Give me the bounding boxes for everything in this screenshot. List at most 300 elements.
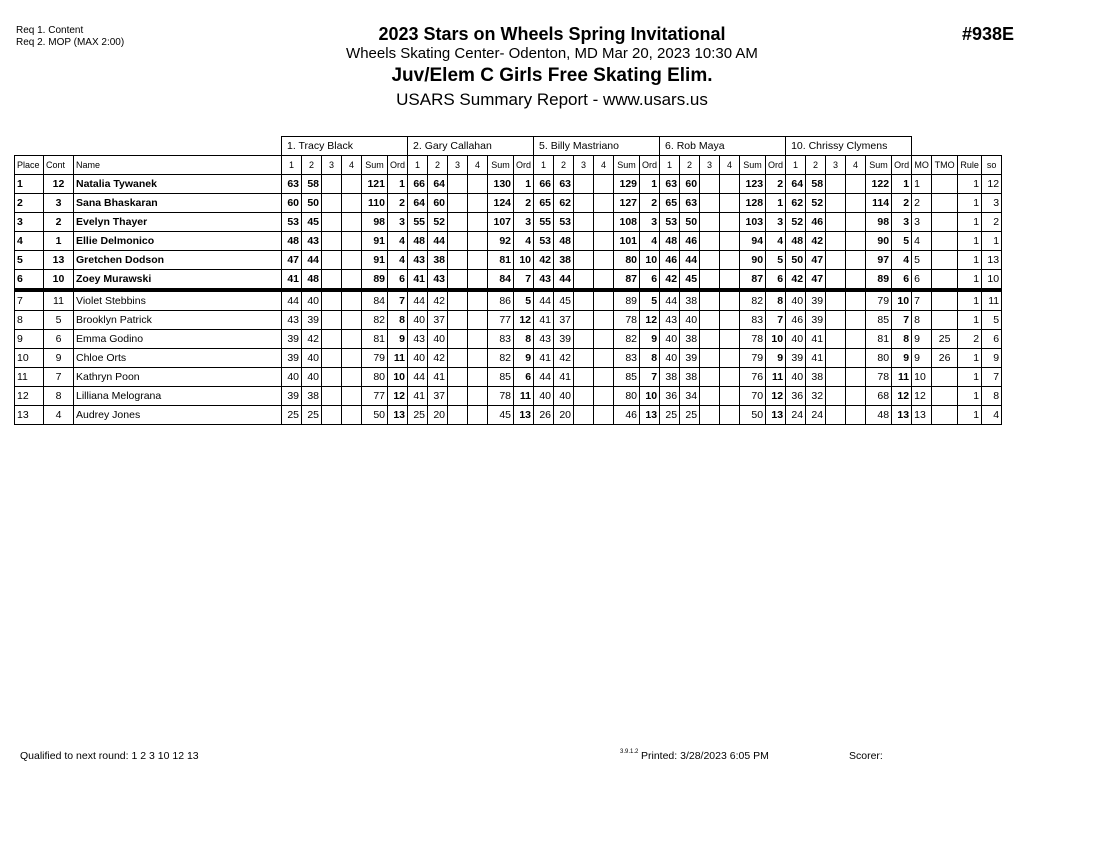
score-3-cell — [826, 194, 846, 213]
rule-cell: 1 — [958, 368, 982, 387]
sum-cell: 92 — [488, 232, 514, 251]
score-1-cell: 40 — [786, 368, 806, 387]
score-4-cell — [342, 311, 362, 330]
rule-cell: 1 — [958, 349, 982, 368]
score-1-cell: 48 — [408, 232, 428, 251]
score-3-cell — [826, 349, 846, 368]
score-2-cell: 38 — [680, 330, 700, 349]
tmo-cell — [932, 290, 958, 311]
col-header-judge-3: 3 — [448, 156, 468, 175]
tmo-cell — [932, 406, 958, 425]
sum-cell: 101 — [614, 232, 640, 251]
score-2-cell: 40 — [302, 290, 322, 311]
score-1-cell: 66 — [408, 175, 428, 194]
score-1-cell: 53 — [282, 213, 302, 232]
score-3-cell — [700, 194, 720, 213]
score-2-cell: 60 — [680, 175, 700, 194]
score-3-cell — [700, 270, 720, 291]
score-2-cell: 52 — [806, 194, 826, 213]
score-1-cell: 39 — [282, 330, 302, 349]
so-cell: 3 — [982, 194, 1002, 213]
score-1-cell: 62 — [786, 194, 806, 213]
score-3-cell — [826, 213, 846, 232]
sum-cell: 129 — [614, 175, 640, 194]
score-4-cell — [846, 194, 866, 213]
sum-cell: 82 — [740, 290, 766, 311]
rule-cell: 1 — [958, 175, 982, 194]
score-1-cell: 25 — [408, 406, 428, 425]
score-4-cell — [720, 213, 740, 232]
score-4-cell — [720, 330, 740, 349]
rule-cell: 1 — [958, 232, 982, 251]
ordinal-cell: 12 — [640, 311, 660, 330]
score-2-cell: 24 — [806, 406, 826, 425]
score-2-cell: 43 — [428, 270, 448, 291]
judge-header-spacer — [15, 137, 282, 156]
ordinal-cell: 13 — [892, 406, 912, 425]
tmo-cell — [932, 194, 958, 213]
score-4-cell — [846, 270, 866, 291]
rule-cell: 1 — [958, 213, 982, 232]
score-1-cell: 39 — [786, 349, 806, 368]
score-4-cell — [846, 251, 866, 270]
score-3-cell — [322, 251, 342, 270]
cont-cell: 12 — [44, 175, 74, 194]
score-4-cell — [468, 330, 488, 349]
skater-name-cell: Ellie Delmonico — [74, 232, 282, 251]
col-header-judge-2: 2 — [554, 156, 574, 175]
mo-cell: 4 — [912, 232, 932, 251]
col-header-judge-sum: Sum — [740, 156, 766, 175]
score-1-cell: 46 — [786, 311, 806, 330]
score-3-cell — [700, 387, 720, 406]
score-4-cell — [846, 175, 866, 194]
col-header-mo: MO — [912, 156, 932, 175]
score-3-cell — [322, 194, 342, 213]
event-title: Juv/Elem C Girls Free Skating Elim. — [391, 65, 713, 86]
score-3-cell — [574, 213, 594, 232]
ordinal-cell: 4 — [388, 251, 408, 270]
score-4-cell — [342, 232, 362, 251]
score-4-cell — [720, 311, 740, 330]
score-3-cell — [826, 311, 846, 330]
rule-cell: 1 — [958, 194, 982, 213]
sum-cell: 82 — [614, 330, 640, 349]
mo-cell: 2 — [912, 194, 932, 213]
score-4-cell — [720, 290, 740, 311]
sum-cell: 81 — [362, 330, 388, 349]
ordinal-cell: 3 — [388, 213, 408, 232]
score-2-cell: 39 — [806, 311, 826, 330]
score-4-cell — [342, 368, 362, 387]
score-4-cell — [594, 213, 614, 232]
score-1-cell: 48 — [282, 232, 302, 251]
score-1-cell: 65 — [534, 194, 554, 213]
table-row — [15, 330, 1002, 349]
ordinal-cell: 7 — [388, 290, 408, 311]
score-3-cell — [574, 232, 594, 251]
ordinal-cell: 6 — [892, 270, 912, 291]
skater-name-cell: Sana Bhaskaran — [74, 194, 282, 213]
col-header-name: Name — [74, 156, 282, 175]
score-1-cell: 40 — [534, 387, 554, 406]
col-header-judge-ord: Ord — [514, 156, 534, 175]
ordinal-cell: 7 — [514, 270, 534, 291]
score-4-cell — [846, 387, 866, 406]
sum-cell: 91 — [362, 232, 388, 251]
score-2-cell: 58 — [806, 175, 826, 194]
score-4-cell — [468, 368, 488, 387]
score-2-cell: 44 — [554, 270, 574, 291]
score-2-cell: 39 — [806, 290, 826, 311]
cont-cell: 3 — [44, 194, 74, 213]
place-cell: 13 — [15, 406, 44, 425]
judge-name: 2. Gary Callahan — [408, 137, 534, 156]
skater-name-cell: Emma Godino — [74, 330, 282, 349]
score-2-cell: 37 — [428, 387, 448, 406]
sum-cell: 87 — [614, 270, 640, 291]
score-2-cell: 38 — [806, 368, 826, 387]
score-2-cell: 41 — [806, 330, 826, 349]
table-row — [15, 349, 1002, 368]
place-cell: 3 — [15, 213, 44, 232]
score-4-cell — [594, 232, 614, 251]
score-1-cell: 44 — [534, 368, 554, 387]
score-4-cell — [846, 368, 866, 387]
score-3-cell — [826, 290, 846, 311]
sum-cell: 86 — [488, 290, 514, 311]
sum-cell: 81 — [866, 330, 892, 349]
requirement-2: Req 2. MOP (MAX 2:00) — [16, 37, 125, 48]
score-2-cell: 39 — [302, 311, 322, 330]
score-2-cell: 37 — [428, 311, 448, 330]
col-header-judge-ord: Ord — [766, 156, 786, 175]
score-1-cell: 41 — [534, 349, 554, 368]
score-2-cell: 25 — [302, 406, 322, 425]
ordinal-cell: 12 — [388, 387, 408, 406]
rule-cell: 1 — [958, 311, 982, 330]
sum-cell: 77 — [488, 311, 514, 330]
table-row — [15, 311, 1002, 330]
score-4-cell — [846, 232, 866, 251]
col-header-judge-4: 4 — [720, 156, 740, 175]
sum-cell: 123 — [740, 175, 766, 194]
score-2-cell: 41 — [806, 349, 826, 368]
sum-cell: 89 — [362, 270, 388, 291]
score-2-cell: 39 — [554, 330, 574, 349]
sum-cell: 85 — [488, 368, 514, 387]
sum-cell: 98 — [362, 213, 388, 232]
score-2-cell: 44 — [680, 251, 700, 270]
score-3-cell — [826, 387, 846, 406]
event-code: #938E — [962, 24, 1015, 44]
sum-cell: 79 — [866, 290, 892, 311]
sum-cell: 78 — [614, 311, 640, 330]
tmo-cell — [932, 251, 958, 270]
score-4-cell — [468, 194, 488, 213]
rule-cell: 1 — [958, 387, 982, 406]
score-2-cell: 32 — [806, 387, 826, 406]
score-2-cell: 40 — [554, 387, 574, 406]
results-table — [14, 136, 1002, 425]
score-3-cell — [700, 349, 720, 368]
place-cell: 4 — [15, 232, 44, 251]
mo-cell: 9 — [912, 330, 932, 349]
ordinal-cell: 2 — [388, 194, 408, 213]
score-2-cell: 45 — [680, 270, 700, 291]
score-3-cell — [322, 175, 342, 194]
score-1-cell: 43 — [408, 251, 428, 270]
judge-header-row — [15, 137, 1002, 156]
score-1-cell: 42 — [534, 251, 554, 270]
col-header-judge-3: 3 — [574, 156, 594, 175]
score-3-cell — [700, 213, 720, 232]
ordinal-cell: 6 — [766, 270, 786, 291]
score-2-cell: 20 — [554, 406, 574, 425]
skater-name-cell: Gretchen Dodson — [74, 251, 282, 270]
ordinal-cell: 5 — [514, 290, 534, 311]
sum-cell: 122 — [866, 175, 892, 194]
score-2-cell: 63 — [554, 175, 574, 194]
score-2-cell: 38 — [428, 251, 448, 270]
sum-cell: 103 — [740, 213, 766, 232]
col-header-judge-1: 1 — [534, 156, 554, 175]
score-1-cell: 43 — [660, 311, 680, 330]
ordinal-cell: 13 — [766, 406, 786, 425]
score-4-cell — [846, 311, 866, 330]
score-3-cell — [574, 290, 594, 311]
mo-cell: 3 — [912, 213, 932, 232]
score-1-cell: 48 — [660, 232, 680, 251]
ordinal-cell: 10 — [640, 251, 660, 270]
mo-cell: 5 — [912, 251, 932, 270]
score-2-cell: 40 — [680, 311, 700, 330]
sum-cell: 76 — [740, 368, 766, 387]
judge-name: 1. Tracy Black — [282, 137, 408, 156]
skater-name-cell: Evelyn Thayer — [74, 213, 282, 232]
so-cell: 11 — [982, 290, 1002, 311]
score-2-cell: 63 — [680, 194, 700, 213]
score-4-cell — [720, 349, 740, 368]
score-3-cell — [448, 406, 468, 425]
score-4-cell — [594, 349, 614, 368]
score-1-cell: 44 — [282, 290, 302, 311]
col-header-cont: Cont — [44, 156, 74, 175]
mo-cell: 8 — [912, 311, 932, 330]
rule-cell: 1 — [958, 251, 982, 270]
version-mark: 3.9.1.2 — [620, 749, 639, 755]
sum-cell: 82 — [362, 311, 388, 330]
column-header-row — [15, 156, 1002, 175]
score-2-cell: 25 — [680, 406, 700, 425]
judge-name: 6. Rob Maya — [660, 137, 786, 156]
score-3-cell — [322, 368, 342, 387]
col-header-judge-sum: Sum — [362, 156, 388, 175]
score-3-cell — [322, 406, 342, 425]
score-4-cell — [594, 194, 614, 213]
sum-cell: 78 — [488, 387, 514, 406]
col-header-place: Place — [15, 156, 44, 175]
ordinal-cell: 8 — [640, 349, 660, 368]
sum-cell: 80 — [866, 349, 892, 368]
ordinal-cell: 1 — [640, 175, 660, 194]
score-1-cell: 41 — [534, 311, 554, 330]
ordinal-cell: 5 — [892, 232, 912, 251]
sum-cell: 80 — [614, 387, 640, 406]
printed-timestamp: Printed: 3/28/2023 6:05 PM — [641, 750, 769, 762]
score-3-cell — [322, 349, 342, 368]
score-2-cell: 42 — [302, 330, 322, 349]
sum-cell: 79 — [740, 349, 766, 368]
so-cell: 12 — [982, 175, 1002, 194]
score-1-cell: 43 — [534, 270, 554, 291]
ordinal-cell: 6 — [388, 270, 408, 291]
score-2-cell: 53 — [554, 213, 574, 232]
score-1-cell: 24 — [786, 406, 806, 425]
score-1-cell: 53 — [660, 213, 680, 232]
score-3-cell — [700, 311, 720, 330]
score-3-cell — [322, 387, 342, 406]
mo-cell: 1 — [912, 175, 932, 194]
score-3-cell — [448, 349, 468, 368]
score-2-cell: 38 — [302, 387, 322, 406]
sum-cell: 110 — [362, 194, 388, 213]
ordinal-cell: 12 — [514, 311, 534, 330]
score-3-cell — [700, 232, 720, 251]
col-header-judge-1: 1 — [408, 156, 428, 175]
ordinal-cell: 1 — [388, 175, 408, 194]
tmo-cell — [932, 232, 958, 251]
ordinal-cell: 11 — [388, 349, 408, 368]
score-2-cell: 40 — [302, 349, 322, 368]
table-row — [15, 175, 1002, 194]
score-2-cell: 42 — [428, 349, 448, 368]
score-4-cell — [468, 270, 488, 291]
tmo-cell: 25 — [932, 330, 958, 349]
score-3-cell — [574, 311, 594, 330]
score-2-cell: 50 — [302, 194, 322, 213]
score-3-cell — [322, 270, 342, 291]
place-cell: 12 — [15, 387, 44, 406]
cont-cell: 1 — [44, 232, 74, 251]
place-cell: 8 — [15, 311, 44, 330]
place-cell: 5 — [15, 251, 44, 270]
score-3-cell — [448, 270, 468, 291]
ordinal-cell: 13 — [514, 406, 534, 425]
score-4-cell — [720, 194, 740, 213]
cont-cell: 6 — [44, 330, 74, 349]
score-4-cell — [720, 406, 740, 425]
mo-cell: 7 — [912, 290, 932, 311]
table-row — [15, 213, 1002, 232]
score-2-cell: 50 — [680, 213, 700, 232]
judge-header-spacer — [912, 137, 1002, 156]
mo-cell: 12 — [912, 387, 932, 406]
score-2-cell: 39 — [680, 349, 700, 368]
so-cell: 5 — [982, 311, 1002, 330]
sum-cell: 85 — [866, 311, 892, 330]
table-row — [15, 251, 1002, 270]
score-3-cell — [574, 175, 594, 194]
score-1-cell: 40 — [786, 330, 806, 349]
sum-cell: 70 — [740, 387, 766, 406]
score-3-cell — [322, 290, 342, 311]
score-3-cell — [448, 311, 468, 330]
score-3-cell — [574, 406, 594, 425]
mo-cell: 10 — [912, 368, 932, 387]
score-4-cell — [342, 387, 362, 406]
score-3-cell — [700, 406, 720, 425]
score-1-cell: 26 — [534, 406, 554, 425]
ordinal-cell: 1 — [514, 175, 534, 194]
competition-title: 2023 Stars on Wheels Spring Invitational — [378, 24, 726, 44]
score-4-cell — [468, 290, 488, 311]
sum-cell: 83 — [488, 330, 514, 349]
score-3-cell — [574, 349, 594, 368]
sum-cell: 78 — [740, 330, 766, 349]
sum-cell: 78 — [866, 368, 892, 387]
sum-cell: 79 — [362, 349, 388, 368]
score-4-cell — [846, 349, 866, 368]
col-header-judge-2: 2 — [428, 156, 448, 175]
ordinal-cell: 1 — [766, 194, 786, 213]
score-2-cell: 44 — [428, 232, 448, 251]
col-header-judge-4: 4 — [342, 156, 362, 175]
score-3-cell — [826, 232, 846, 251]
score-2-cell: 20 — [428, 406, 448, 425]
ordinal-cell: 12 — [766, 387, 786, 406]
score-1-cell: 41 — [282, 270, 302, 291]
so-cell: 2 — [982, 213, 1002, 232]
ordinal-cell: 6 — [640, 270, 660, 291]
score-4-cell — [342, 213, 362, 232]
score-3-cell — [574, 368, 594, 387]
score-4-cell — [468, 251, 488, 270]
score-1-cell: 40 — [660, 349, 680, 368]
score-2-cell: 45 — [302, 213, 322, 232]
score-3-cell — [700, 290, 720, 311]
score-2-cell: 42 — [554, 349, 574, 368]
col-header-judge-3: 3 — [700, 156, 720, 175]
skater-name-cell: Chloe Orts — [74, 349, 282, 368]
score-2-cell: 41 — [428, 368, 448, 387]
score-4-cell — [468, 175, 488, 194]
qualified-list: Qualified to next round: 1 2 3 10 12 13 — [20, 750, 199, 762]
place-cell: 6 — [15, 270, 44, 291]
ordinal-cell: 4 — [640, 232, 660, 251]
score-4-cell — [594, 175, 614, 194]
table-row — [15, 290, 1002, 311]
sum-cell: 87 — [740, 270, 766, 291]
ordinal-cell: 10 — [388, 368, 408, 387]
sum-cell: 108 — [614, 213, 640, 232]
score-1-cell: 43 — [534, 330, 554, 349]
score-4-cell — [342, 406, 362, 425]
ordinal-cell: 6 — [514, 368, 534, 387]
score-4-cell — [342, 330, 362, 349]
score-1-cell: 44 — [408, 368, 428, 387]
score-1-cell: 25 — [282, 406, 302, 425]
score-4-cell — [342, 270, 362, 291]
score-4-cell — [342, 290, 362, 311]
score-3-cell — [448, 232, 468, 251]
sum-cell: 130 — [488, 175, 514, 194]
col-header-judge-2: 2 — [302, 156, 322, 175]
cont-cell: 2 — [44, 213, 74, 232]
col-header-judge-4: 4 — [846, 156, 866, 175]
tmo-cell — [932, 175, 958, 194]
score-1-cell: 40 — [660, 330, 680, 349]
